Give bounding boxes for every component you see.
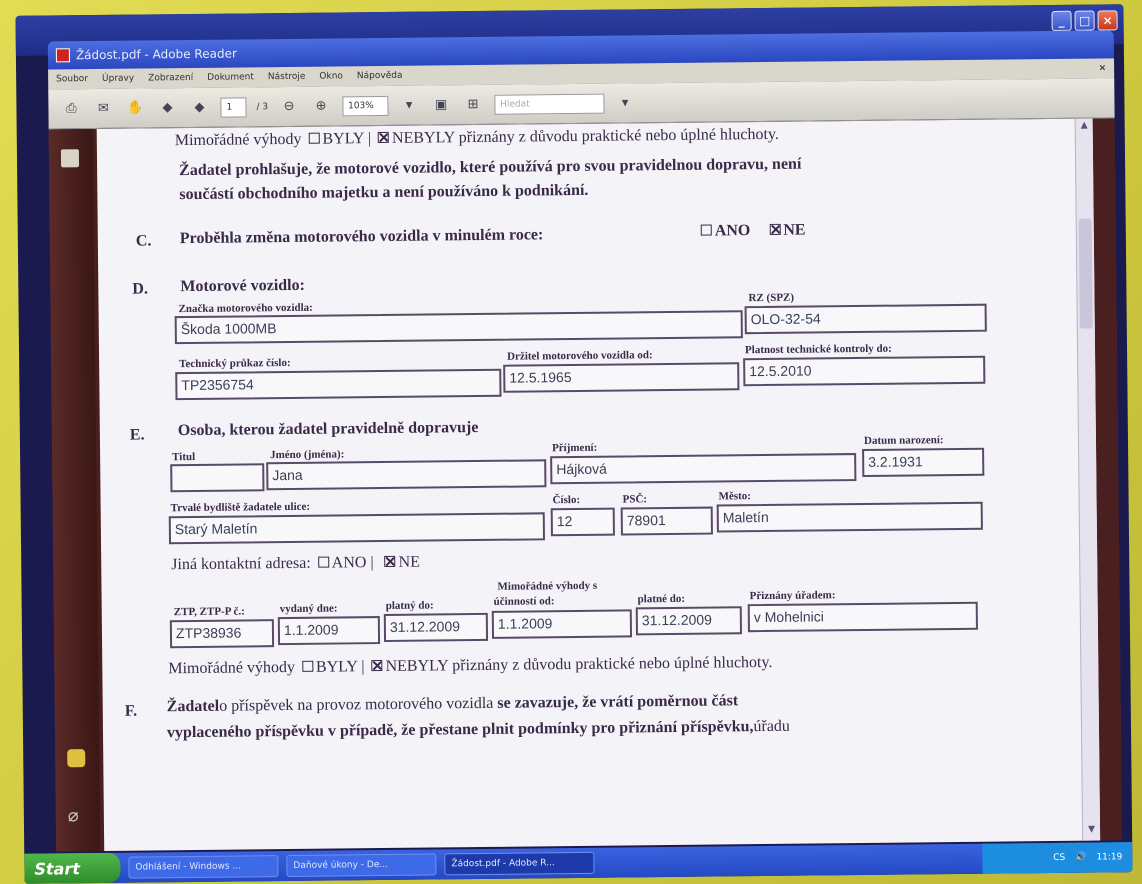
bottom-nebyly-text: NEBYLY přiznány z důvodu praktické nebo úplné hluchoty. [385,653,773,675]
monitor-screen [15,4,1132,884]
start-button[interactable]: Start [24,853,120,884]
scroll-thumb[interactable] [1079,219,1093,329]
c-ne-checkbox[interactable] [769,224,780,235]
search-input[interactable]: Hledat [494,93,604,114]
label-priznany: Přiznány úřadem: [749,589,836,603]
section-e-title: Osoba, kterou žadatel pravidelně dopravuje [177,419,479,440]
section-e-letter: E. [129,426,145,444]
pdf-icon [56,48,70,62]
field-rz[interactable]: OLO-32-54 [745,304,987,335]
field-platny[interactable]: 31.12.2009 [384,613,488,642]
minimize-button[interactable]: _ [1051,11,1071,31]
nebyly-checkbox[interactable] [378,132,389,143]
field-platne[interactable]: 31.12.2009 [636,606,742,635]
label-ztp: ZTP, ZTP-P č.: [173,605,245,619]
outer-window-controls [1051,10,1117,31]
label-psc: PSČ: [622,493,648,506]
page-total: / 3 [256,101,269,112]
scroll-down-icon[interactable]: ▼ [1088,824,1096,835]
comment-icon[interactable] [67,749,85,767]
label-rz: RZ (SPZ) [748,291,795,305]
top-byly-text: BYLY | [322,130,372,148]
byly-checkbox[interactable] [308,133,319,144]
label-platny: platný do: [385,599,434,612]
clock: 11:19 [1096,852,1123,863]
label-mimoradne-2: účinností od: [493,595,555,608]
c-ne-label: NE [783,221,806,239]
field-psc[interactable]: 78901 [621,507,713,536]
c-ano-label: ANO [714,222,751,240]
label-platne: platné do: [637,592,686,606]
zoom-in-icon[interactable]: ⊕ [315,98,327,114]
taskbar-item-dane[interactable]: Daňové úkony - De... [286,853,436,877]
section-f-line2-b: úřadu [753,717,790,736]
page-down-icon[interactable]: ◆ [194,99,205,115]
label-znacka: Značka motorového vozidla: [178,301,313,316]
field-datum[interactable]: 3.2.1931 [862,448,984,477]
label-cislo: Číslo: [552,493,581,507]
top-nebyly-text: NEBYLY přiznány z důvodu praktické nebo úplné hluchoty. [391,125,779,147]
label-titul: Titul [172,450,196,464]
field-mesto[interactable]: Maletín [717,502,983,533]
field-priznany[interactable]: v Mohelnici [748,602,978,632]
vertical-scrollbar[interactable] [1075,119,1101,841]
fit-page-icon[interactable]: ▣ [434,97,448,113]
label-tp: Technický průkaz číslo: [179,356,291,371]
workspace [49,118,1123,851]
label-datum: Datum narození: [863,434,944,447]
label-mimoradne-1: Mimořádné výhody s [497,579,598,593]
pages-icon[interactable] [61,149,79,167]
window-title: Žádost.pdf - Adobe Reader [75,46,237,63]
menu-zobrazeni[interactable]: Zobrazení [148,72,194,84]
section-f-line2-a: vyplaceného příspěvku v případě, že přestane plnit podmínky pro přiznání příspěvku, [166,718,754,742]
field-mimoradne[interactable]: 1.1.2009 [492,609,632,638]
search-dropdown-icon[interactable]: ▾ [621,95,629,111]
maximize-button[interactable]: □ [1074,11,1094,31]
menu-dokument[interactable]: Dokument [207,72,254,83]
menu-soubor[interactable]: Soubor [56,74,89,85]
menu-upravy[interactable]: Úpravy [101,73,135,84]
bottom-benefits-label: Mimořádné výhody [168,658,296,678]
field-prijmeni[interactable]: Hájková [550,453,856,484]
field-stk[interactable]: 12.5.2010 [743,356,985,387]
c-ano-checkbox[interactable] [701,225,712,236]
bottom-byly-checkbox[interactable] [302,661,313,672]
bottom-byly-text: BYLY | [315,658,365,676]
declaration-line-2: součástí obchodního majetku a není používáno k podnikání. [179,181,589,204]
fit-width-icon[interactable]: ⊞ [467,96,479,113]
label-vydany: vydaný dne: [279,602,338,616]
field-ulice[interactable]: Starý Maletín [169,512,545,544]
label-ulice: Trvalé bydliště žadatele ulice: [170,500,311,515]
language-indicator[interactable]: CS [1053,852,1066,864]
document-content [97,119,1080,851]
kontakt-ano-checkbox[interactable] [318,557,329,568]
share-icon[interactable]: ✉ [97,100,109,116]
field-drzitel[interactable]: 12.5.1965 [503,362,739,392]
page-number-input[interactable]: 1 [220,97,246,117]
section-c-options [698,222,806,241]
field-titul[interactable] [170,463,264,492]
field-tp[interactable]: TP2356754 [175,369,501,400]
section-d-letter: D. [132,280,149,298]
chevron-down-icon[interactable]: ▾ [405,97,413,113]
label-mesto: Město: [718,490,751,503]
kontakt-ne-label: NE [398,553,421,571]
field-znacka[interactable]: Škoda 1000MB [175,310,743,344]
document-close-button[interactable]: × [1098,63,1107,74]
declaration-line-1: Žadatel prohlašuje, že motorové vozidlo, které používá pro svou pravidelnou dopravu, není [179,155,802,180]
hand-icon[interactable]: ✋ [127,100,144,116]
section-c-question: Proběhla změna motorového vozidla v minulém roce: [179,226,544,248]
section-f-line-1 [167,692,739,716]
label-drzitel: Držitel motorového vozidla od: [507,349,653,363]
attachment-icon[interactable]: ⌀ [67,805,79,827]
menu-nastroje[interactable]: Nástroje [267,71,306,83]
section-f-line1-c: se zavazuje, že vrátí poměrnou část [497,692,739,712]
taskbar-item-windows[interactable]: Odhlášení - Windows ... [128,855,278,879]
label-prijmeni: Příjmení: [551,441,598,455]
taskbar-item-reader[interactable]: Žádost.pdf - Adobe R... [444,852,594,876]
section-f-letter: F. [124,702,138,720]
kontakt-ano-label: ANO | [331,554,374,572]
kontakt-ne-checkbox[interactable] [385,556,396,567]
speaker-icon[interactable]: 🔊 [1075,852,1087,863]
close-button[interactable]: × [1097,10,1117,30]
section-c-letter: C. [135,232,152,250]
zoom-select[interactable]: 103% [342,95,388,115]
menu-okno[interactable]: Okno [319,71,343,82]
pdf-page [97,119,1101,851]
section-f-line1-a: Žadatel [166,697,220,716]
label-stk: Platnost technické kontroly do: [744,342,892,357]
section-f-line-2 [167,718,790,743]
label-jmeno: Jméno (jména): [270,448,345,462]
bottom-benefits-line [168,654,772,678]
field-vydany[interactable]: 1.1.2009 [278,616,380,645]
contact-address-line [171,554,420,575]
field-ztp[interactable]: ZTP38936 [170,619,274,648]
system-tray [982,842,1132,874]
top-benefits-line [175,126,779,150]
zoom-out-icon[interactable]: ⊖ [283,98,295,115]
bottom-nebyly-checkbox[interactable] [371,660,382,671]
contact-address-label: Jiná kontaktní adresa: [171,554,311,574]
menu-napoveda[interactable]: Nápověda [356,70,403,82]
navigation-panel [49,129,101,851]
field-cislo[interactable]: 12 [551,508,615,537]
scroll-up-icon[interactable]: ▲ [1080,120,1088,131]
adobe-reader-window [48,30,1122,851]
print-icon[interactable]: ⎙ [66,101,77,117]
page-up-icon[interactable]: ◆ [162,100,173,116]
field-jmeno[interactable]: Jana [266,459,546,490]
top-benefits-label: Mimořádné výhody [174,130,302,150]
section-d-title: Motorové vozidlo: [180,276,305,296]
section-f-line1-b: o příspěvek na provoz motorového vozidla [219,694,494,715]
